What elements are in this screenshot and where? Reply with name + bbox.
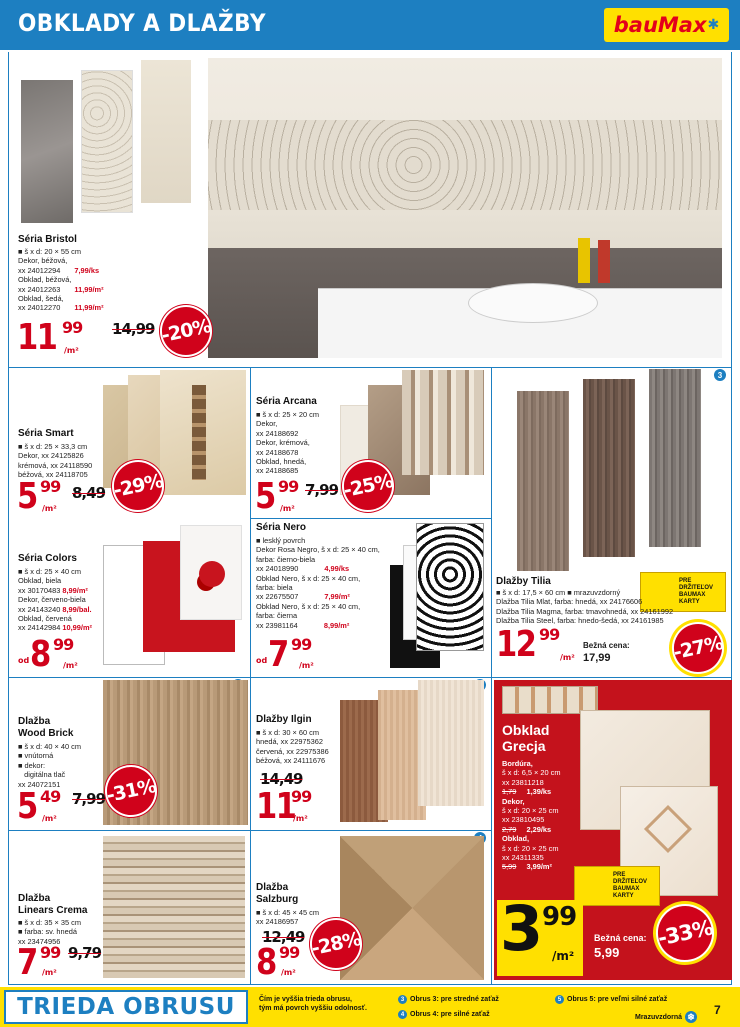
spec-line: Obklad, (502, 834, 530, 844)
nero-specs (256, 536, 380, 630)
grecja-specs (502, 759, 561, 872)
tile-swatch (143, 618, 235, 652)
regular-price: 5,99 (594, 945, 620, 960)
spec-line: Obklad Nero, š x d: 25 × 40 cm, (256, 573, 361, 583)
abrasion-class-item (555, 995, 667, 1004)
spec-line: Obklad, biela (18, 576, 62, 586)
spec-line: farba: čierna (256, 611, 298, 621)
tilia-specs (496, 588, 673, 626)
spec-line: Obklad, šedá, (18, 294, 64, 304)
price-unit: /m² (280, 504, 295, 513)
spec-line: xx 24142984 (18, 623, 61, 633)
spec-line: Obklad, hnedá, (256, 457, 307, 467)
note-line: Čím je vyššia trieda obrusu, (259, 996, 352, 1003)
price-cents: 99 (278, 477, 299, 496)
baumax-logo[interactable] (604, 8, 729, 42)
divider (8, 367, 732, 368)
grecja-title: Obklad Grecja (502, 722, 550, 754)
tile-swatch (402, 370, 484, 475)
ilgin-price: 11 (256, 786, 296, 827)
price-cents: 99 (291, 787, 312, 806)
old-price: 5,99 (502, 862, 517, 872)
tile-swatch (180, 525, 242, 620)
tile-swatch (583, 379, 635, 557)
price-unit: /m² (281, 968, 296, 977)
spec-line: ■ vnútorná (18, 751, 54, 761)
salzburg-title: Dlažba Salzburg (256, 882, 299, 905)
spec-price: 7,99/m² (324, 592, 350, 602)
price-unit: /m² (42, 814, 57, 823)
tile-swatch (418, 680, 484, 806)
price-cents: 99 (539, 625, 560, 644)
discount-badge: -27% (667, 617, 729, 679)
snowflake-icon: ❄ (685, 1011, 697, 1023)
price-unit: /m² (560, 653, 575, 662)
spec-price: 11,99/m² (74, 303, 104, 313)
price-unit: /m² (63, 661, 78, 670)
smart-title: Séria Smart (18, 428, 74, 439)
divider (250, 518, 491, 519)
price-unit: /m² (42, 504, 57, 513)
discount-badge: -25% (337, 455, 399, 517)
spec-line: farba: biela (256, 583, 293, 593)
frame-left (8, 52, 9, 984)
card-badge-text: PRE DRŽITEĽOV BAUMAX KARTY (679, 578, 713, 605)
spec-line: ■ dekor: (18, 760, 46, 770)
spec-line: xx 24018990 (256, 564, 299, 574)
spec-line: xx 24188692 (256, 428, 299, 438)
smart-price: 5 (17, 476, 37, 517)
spec-line: xx 23474956 (18, 936, 61, 946)
spec-line: xx 24188678 (256, 447, 299, 457)
spec-line: Obklad, červená (18, 614, 72, 624)
footer-note (259, 995, 367, 1013)
divider (250, 367, 251, 984)
spec-line: Dekor, červeno-biela (18, 595, 86, 605)
spec-line: xx 24012294 (18, 265, 61, 275)
spec-price: 2,29/ks (526, 824, 552, 834)
spec-price: 10,99/m² (62, 623, 92, 633)
tile-swatch (517, 391, 569, 571)
logo-text: bauMax (613, 13, 707, 37)
woodbrick-title: Dlažba Wood Brick (18, 716, 74, 739)
spec-line: béžová, xx 24111676 (256, 756, 326, 766)
bristol-specs (18, 247, 128, 313)
spec-line: xx 24311335 (502, 853, 544, 863)
abrasion-class-item (398, 1010, 490, 1019)
class-number: 4 (398, 1010, 407, 1019)
price-cents: 99 (53, 635, 74, 654)
spec-line: ■ š x d: 30 × 60 cm (256, 728, 320, 737)
price-int: 11 (17, 317, 57, 358)
spec-line: š x d: 6,5 × 20 cm (502, 768, 561, 778)
woodbrick-price: 5 (17, 786, 37, 827)
divider (8, 984, 732, 985)
discount-badge: -31% (100, 760, 162, 822)
spec-line: xx 24012263 (18, 284, 61, 294)
spec-line: xx 24186957 (256, 917, 299, 927)
price-unit: /m² (552, 949, 575, 963)
spec-line: ■ š x d: 25 × 20 cm (256, 410, 320, 419)
spec-line: xx 24012270 (18, 303, 61, 313)
class-label: Obrus 3: pre stredné zaťaž (410, 996, 499, 1003)
old-price: 7,99 (72, 790, 106, 808)
spec-line: krémová, xx 24118590 (18, 460, 93, 470)
regular-price-label: Bežná cena: (594, 933, 647, 943)
discount-badge: -28% (305, 913, 367, 975)
spec-line: ■ š x d: 45 × 45 cm (256, 908, 320, 917)
spec-price: 8,99/m² (323, 620, 350, 630)
divider (8, 830, 491, 831)
colors-specs (18, 567, 92, 633)
spec-line: Dekor, béžová, (18, 256, 68, 266)
class-label: Obrus 4: pre silné zaťaž (410, 1011, 490, 1018)
spec-line: xx 23981164 (256, 620, 298, 630)
discount-badge: -20% (155, 300, 217, 362)
old-price: 1,79 (502, 787, 517, 797)
price-unit: /m² (64, 346, 79, 355)
spec-line: hnedá, xx 22975362 (256, 737, 323, 747)
tile-swatch (649, 369, 701, 547)
spec-line: ■ š x d: 35 × 35 cm (18, 918, 82, 927)
ilgin-title: Dlažby Ilgin (256, 714, 312, 725)
tile-swatch (416, 523, 484, 651)
price-cents: 99 (40, 943, 61, 962)
baumax-card-badge (574, 866, 660, 906)
frost-legend (635, 1011, 697, 1023)
tile-swatch (81, 70, 133, 213)
spec-line: xx 23810495 (502, 815, 545, 825)
regular-price: 17,99 (583, 652, 611, 664)
spec-price: 7,99/ks (74, 265, 100, 275)
regular-price-label: Bežná cena: (583, 641, 630, 650)
spec-line: ■ š x d: 40 × 40 cm (18, 742, 82, 751)
arcana-price: 5 (255, 476, 275, 517)
footer-title: TRIEDA OBRUSU (4, 990, 248, 1024)
colors-price: 8 (30, 634, 50, 675)
price-unit: /m² (42, 968, 57, 977)
old-price: 14,49 (260, 770, 303, 788)
linears-title: Dlažba Linears Crema (18, 893, 88, 916)
discount-badge: -33% (651, 899, 720, 968)
spec-line: Dekor, (256, 419, 278, 429)
price-cents: 99 (291, 635, 312, 654)
spec-line: Bordúra, (502, 759, 533, 768)
spec-price: 3,99/m² (526, 862, 552, 872)
ilgin-specs (256, 728, 329, 766)
bristol-title: Séria Bristol (18, 234, 77, 245)
salzburg-price: 8 (256, 942, 276, 983)
spec-line: Obklad, béžová, (18, 275, 72, 285)
smart-specs (18, 442, 92, 480)
divider (8, 677, 732, 678)
card-badge-text: PRE DRŽITEĽOV BAUMAX KARTY (613, 872, 647, 899)
old-price: 9,79 (68, 944, 102, 962)
old-price: 12,49 (262, 928, 305, 946)
spec-line: Dekor, xx 24125826 (18, 451, 84, 461)
spec-line: ■ š x d: 25 × 33,3 cm (18, 442, 88, 451)
spec-line: Dekor Rosa Negro, š x d: 25 × 40 cm, (256, 545, 380, 555)
price-unit: /m² (299, 661, 314, 670)
spec-line: ■ š x d: 25 × 40 cm (18, 567, 82, 576)
spec-line: xx 30170483 (18, 585, 61, 595)
tilia-title: Dlažby Tilia (496, 576, 551, 587)
spec-line: xx 24072151 (18, 779, 61, 789)
spec-line: Dlažba Tilia Magma, farba: tmavohnedá, xx 24161992 (496, 606, 674, 616)
frost-label: Mrazuvzdorná (635, 1013, 683, 1021)
old-price: 8,49 (72, 484, 106, 502)
page-title: OBKLADY A DLAŽBY (18, 9, 267, 37)
nero-price: 7 (268, 634, 288, 675)
colors-title: Séria Colors (18, 553, 77, 564)
spec-line: Dlažba Tilia Mlat, farba: hnedá, xx 24176606 (496, 597, 643, 607)
from-label: od (256, 656, 268, 665)
old-price: 7,99 (305, 481, 339, 499)
arcana-title: Séria Arcana (256, 396, 317, 407)
tilia-price: 12 (496, 624, 536, 665)
divider (491, 367, 492, 677)
spec-line: ■ š x d: 20 × 55 cm (18, 247, 82, 256)
linears-price: 7 (17, 942, 37, 983)
spec-line: xx 23811218 (502, 777, 544, 787)
tile-swatch (141, 60, 191, 203)
old-price: 2,79 (502, 824, 517, 834)
price-cents: 99 (542, 902, 577, 932)
price-cents: 99 (279, 943, 300, 962)
abrasion-rating-badge: 3 (714, 369, 726, 381)
abrasion-class-item (398, 995, 499, 1004)
spec-line: Obklad Nero, š x d: 25 × 40 cm, (256, 601, 361, 611)
price-cents: 49 (40, 787, 61, 806)
spec-line: Dekor, (502, 796, 525, 806)
spec-price: 4,99/ks (324, 564, 350, 574)
spec-line: š x d: 20 × 25 cm (502, 843, 559, 853)
nero-title: Séria Nero (256, 522, 307, 533)
spec-line: š x d: 20 × 25 cm (502, 806, 559, 816)
tile-swatch (340, 836, 484, 980)
salzburg-specs (256, 908, 319, 927)
class-number: 3 (398, 995, 407, 1004)
divider (491, 677, 492, 984)
tile-swatch (160, 370, 246, 495)
price-cents: 99 (40, 477, 61, 496)
grecja-price: 3 (500, 892, 541, 965)
spec-price: 8,99/m² (62, 585, 88, 595)
page-number: 7 (714, 1003, 721, 1017)
spec-line: červená, xx 22975386 (256, 746, 329, 756)
spec-price: 11,99/m² (74, 284, 104, 294)
spec-line: Dekor, krémová, (256, 438, 310, 448)
spec-price: 8,99/bal. (62, 604, 92, 614)
woodbrick-specs (18, 742, 81, 789)
spec-line: ■ farba: sv. hnedá (18, 927, 77, 937)
spec-line: xx 24188685 (256, 466, 299, 476)
spec-line: xx 24143240 (18, 604, 61, 614)
spec-line: farba: čierno-biela (256, 554, 316, 564)
bathroom-photo (208, 58, 722, 358)
spec-line: digitálna tlač (18, 770, 66, 780)
arcana-specs (256, 410, 319, 476)
class-number: 5 (555, 995, 564, 1004)
price-cents: 99 (62, 318, 83, 337)
note-line: tým má povrch vyššiu odolnosť. (259, 1005, 367, 1012)
spec-line: ■ š x d: 17,5 × 60 cm ■ mrazuvzdorný (496, 588, 621, 597)
price-unit: /m² (293, 814, 308, 823)
spec-line: Dlažba Tilia Steel, farba: hnedo-šedá, xx 24161985 (496, 616, 664, 626)
spec-line: béžová, xx 24118705 (18, 470, 88, 480)
tile-swatch (21, 80, 73, 223)
spec-line: ■ lesklý povrch (256, 536, 306, 545)
star-icon: ✱ (707, 17, 720, 33)
spec-price: 1,39/ks (526, 787, 552, 797)
old-price: 14,99 (112, 320, 155, 338)
bristol-price (17, 317, 57, 358)
from-label: od (18, 656, 30, 665)
class-label: Obrus 5: pre veľmi silné zaťaž (567, 996, 668, 1003)
tile-swatch (103, 836, 245, 978)
discount-badge: -29% (107, 455, 169, 517)
spec-line: xx 22675507 (256, 592, 299, 602)
